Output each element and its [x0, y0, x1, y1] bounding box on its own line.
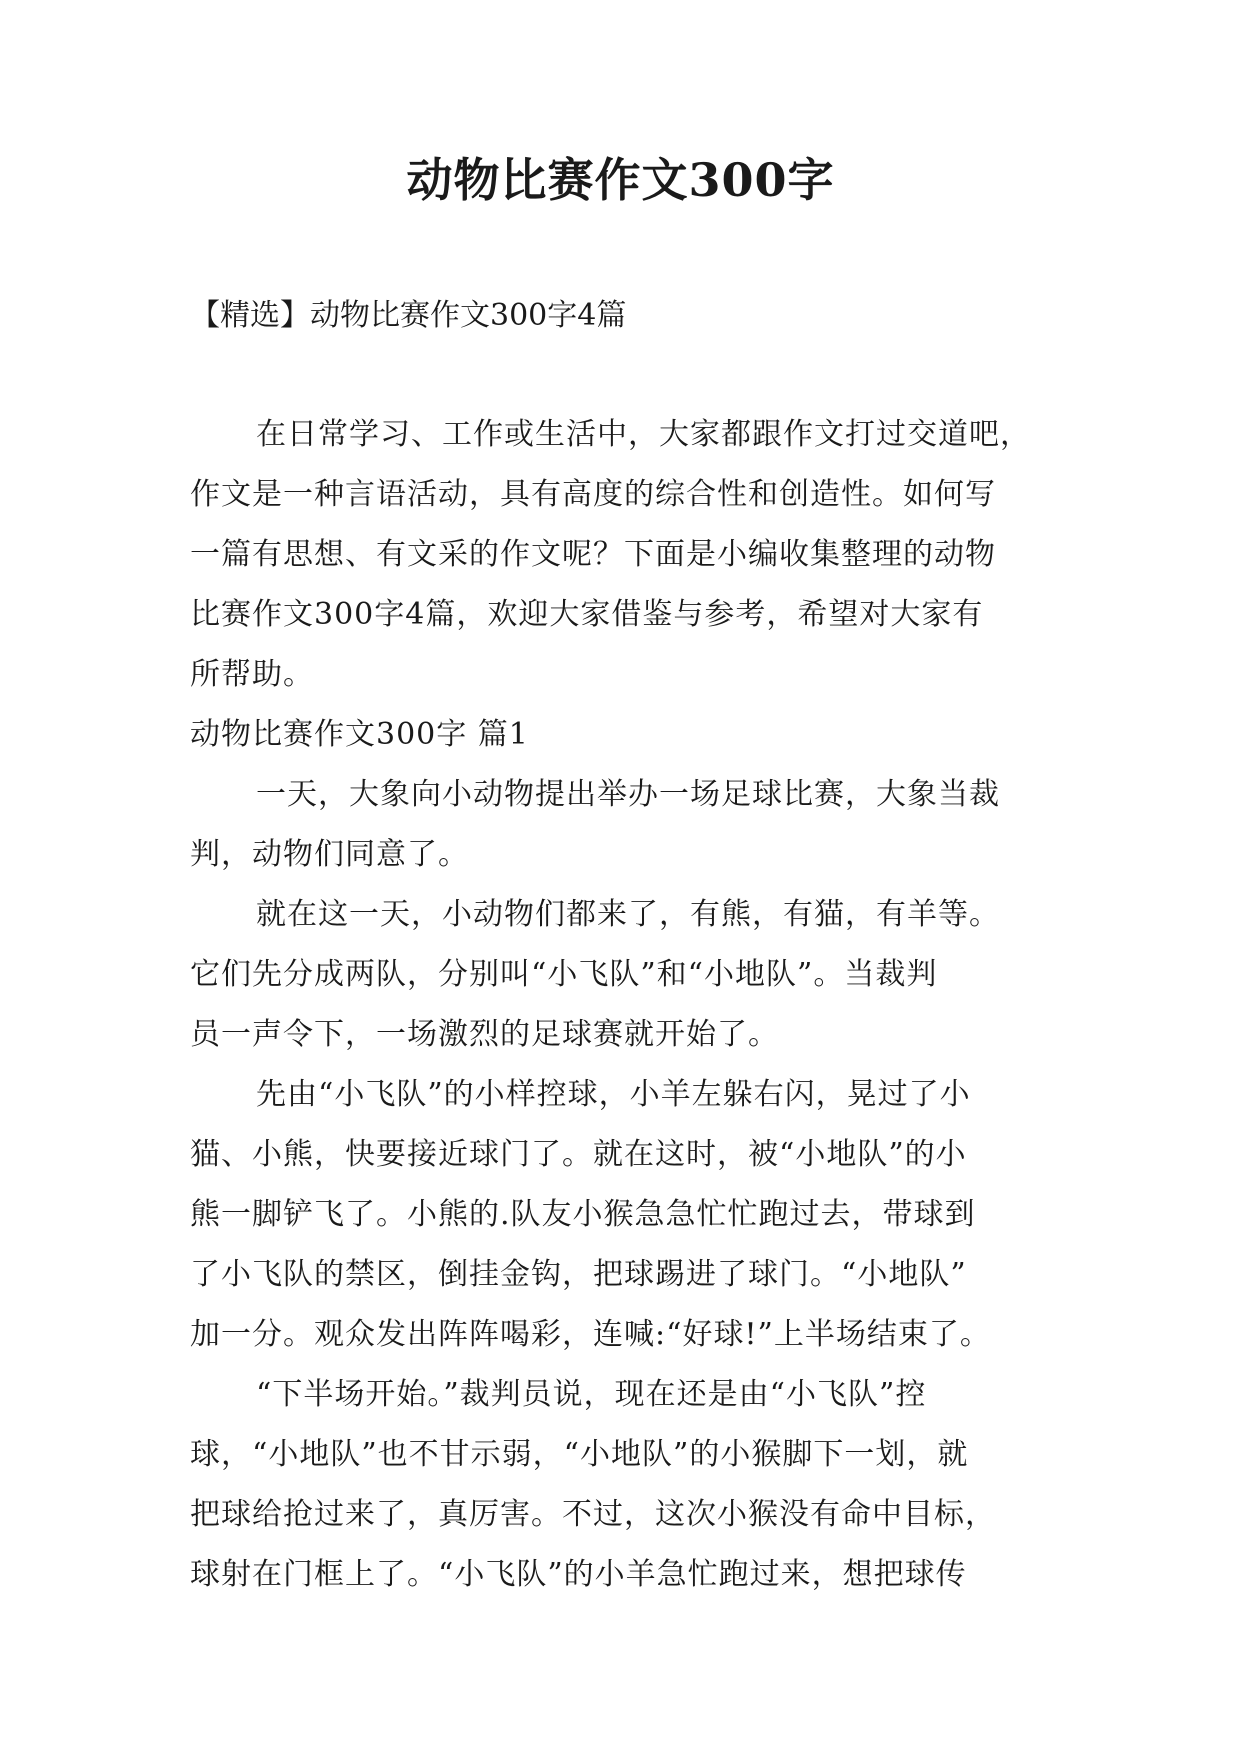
body-line: 把球给抢过来了，真厉害。不过，这次小猴没有命中目标，	[190, 1497, 996, 1532]
body-line: 球，“小地队”也不甘示弱，“小地队”的小猴脚下一划，就	[190, 1437, 969, 1472]
body-line: 比赛作文300字4篇，欢迎大家借鉴与参考，希望对大家有	[190, 597, 984, 632]
body-line: 加一分。观众发出阵阵喝彩，连喊:“好球!”上半场结束了。	[190, 1317, 991, 1352]
body-line: 先由“小飞队”的小样控球，小羊左躲右闪，晃过了小	[256, 1077, 971, 1112]
body-line: 所帮助。	[190, 657, 314, 692]
body-line: 在日常学习、工作或生活中，大家都跟作文打过交道吧，	[256, 417, 1031, 452]
body-line: 了小飞队的禁区，倒挂金钩，把球踢进了球门。“小地队”	[190, 1257, 967, 1292]
body-line: 动物比赛作文300字 篇1	[190, 717, 529, 752]
body-line: 它们先分成两队，分别叫“小飞队”和“小地队”。当裁判	[190, 957, 938, 992]
body-line: 员一声令下，一场激烈的足球赛就开始了。	[190, 1017, 779, 1052]
body-line: 一天，大象向小动物提出举办一场足球比赛，大象当裁	[256, 777, 1000, 812]
document-subtitle: 【精选】动物比赛作文300字4篇	[190, 298, 627, 333]
document-title: 动物比赛作文300字	[406, 153, 835, 207]
body-line: 就在这一天，小动物们都来了，有熊，有猫，有羊等。	[256, 897, 1000, 932]
body-line: 判，动物们同意了。	[190, 837, 469, 872]
body-line: 一篇有思想、有文采的作文呢？下面是小编收集整理的动物	[190, 537, 996, 572]
body-line: 猫、小熊，快要接近球门了。就在这时，被“小地队”的小	[190, 1137, 967, 1172]
body-line: 作文是一种言语活动，具有高度的综合性和创造性。如何写	[190, 477, 996, 512]
body-line: 熊一脚铲飞了。小熊的.队友小猴急急忙忙跑过去，带球到	[190, 1197, 976, 1232]
document-body	[190, 405, 1050, 1605]
body-line: 球射在门框上了。“小飞队”的小羊急忙跑过来，想把球传	[190, 1557, 967, 1592]
body-line: “下半场开始。”裁判员说，现在还是由“小飞队”控	[256, 1377, 927, 1412]
